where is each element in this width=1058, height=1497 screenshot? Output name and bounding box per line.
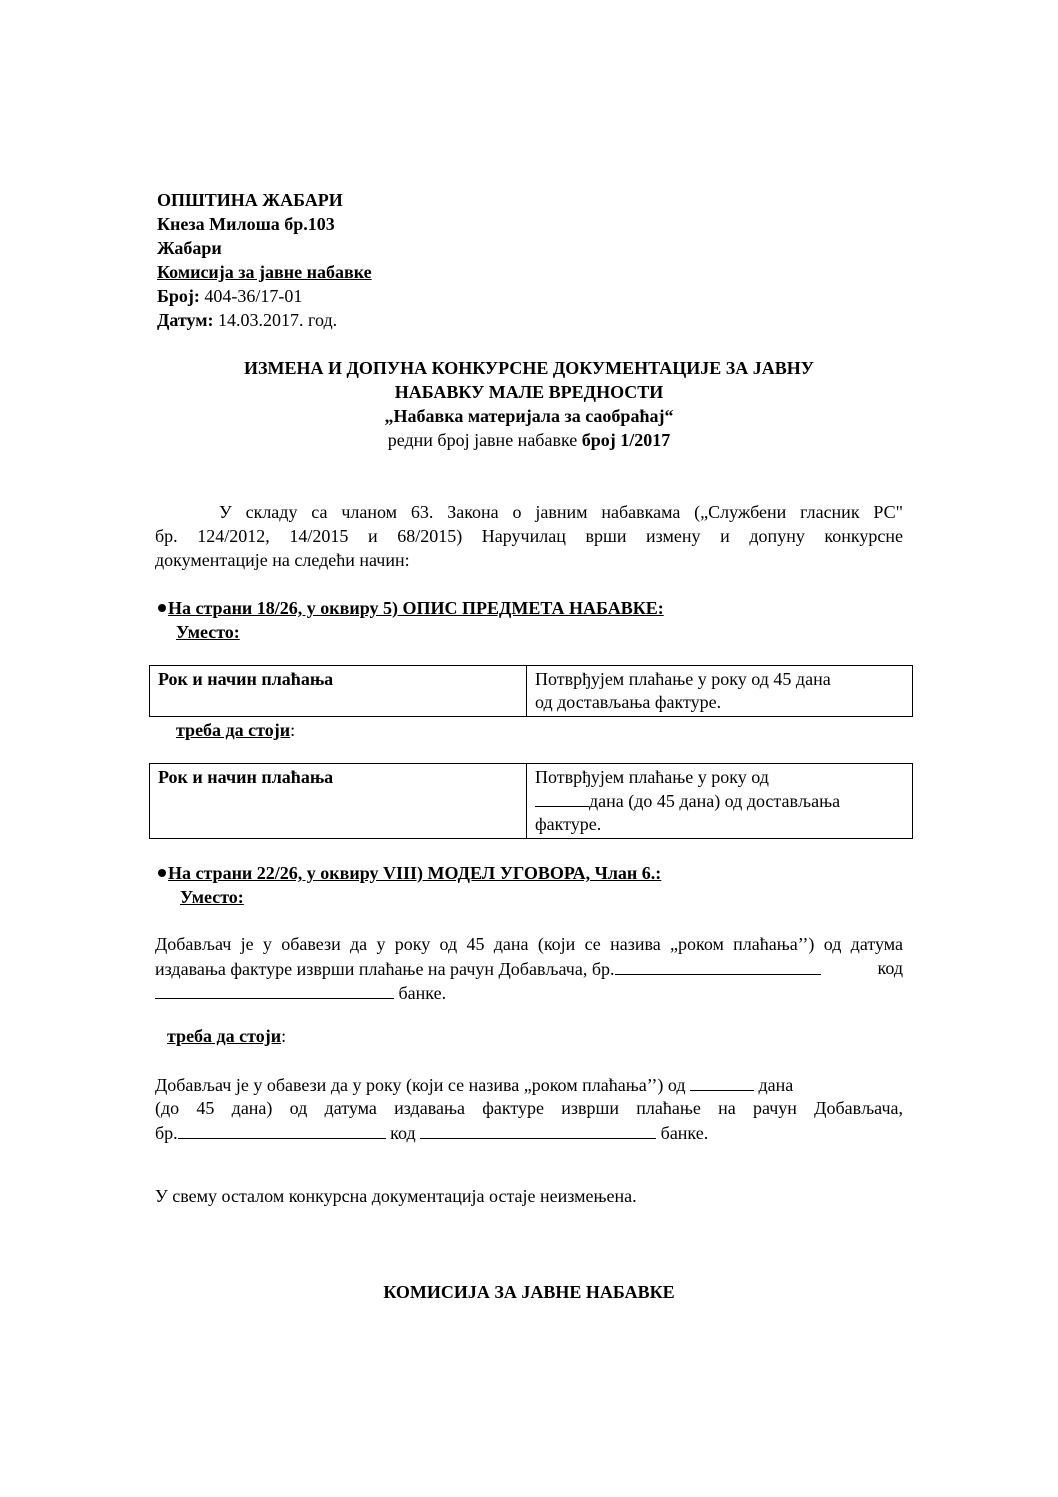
intro-line-2: бр. 124/2012, 14/2015 и 68/2015) Наручилац врши измену и допуну конкурсне: [155, 526, 903, 546]
section-2-should-label: [167, 1025, 286, 1048]
account-blank: [615, 957, 821, 975]
number-label: Број:: [157, 286, 200, 306]
old-clause-line-2: издавања фактуре изврши плаћање на рачун Добављача, бр. код: [155, 958, 903, 979]
procurement-number-prefix: редни број јавне набавке: [387, 430, 582, 450]
org-address: Кнеза Милоша бр.103: [157, 214, 335, 234]
closing-statement: У свему осталом конкурсна документација остаје неизмењена.: [155, 1186, 637, 1206]
table-old-right-cell: [527, 666, 913, 717]
new-clause-line-3: бр. код банке.: [155, 1123, 709, 1143]
table-old-right-line-2: од достављања фактуре.: [535, 692, 722, 712]
signature-commission: КОМИСИЈА ЗА ЈАВНЕ НАБАВКЕ: [383, 1282, 675, 1302]
bank-blank-1: [155, 981, 262, 999]
date-label: Датум:: [157, 310, 214, 330]
table-old-payment-terms: [149, 665, 913, 717]
table-new-payment-terms: [149, 763, 913, 839]
bank-blank-3: [420, 1121, 656, 1139]
section-2-heading: На страни 22/26, у оквиру VIII) МОДЕЛ УГОВОРА, Члан 6.:: [158, 862, 661, 885]
bank-blank-2: [262, 981, 394, 999]
table-old-right-line-1: Потврђујем плаћање у року од 45 дана: [535, 669, 831, 689]
intro-line-3: документације на следећи начин:: [155, 550, 410, 570]
table-new-right-line-2: дана (до 45 дана) од достављања: [535, 789, 904, 813]
bullet-icon: [158, 604, 166, 612]
org-name: ОПШТИНА ЖАБАРИ: [157, 190, 343, 210]
title-line-2: НАБАВКУ МАЛЕ ВРЕДНОСТИ: [394, 382, 664, 402]
document-number: [157, 285, 302, 308]
table-new-right-line-3: фактуре.: [535, 814, 602, 834]
section-2-instead-label: Уместо:: [180, 887, 244, 907]
new-clause-line-2: (до 45 дана) од датума издавања фактуре изврши плаћање на рачун Добављача,: [155, 1098, 903, 1118]
days-blank: [535, 789, 589, 807]
table-old-left-cell: Рок и начин плаћања: [150, 666, 527, 717]
section-1-heading: На страни 18/26, у оквиру 5) ОПИС ПРЕДМЕТА НАБАВКЕ:: [158, 597, 664, 620]
should-label-colon: :: [290, 720, 296, 740]
old-clause-line-1: Добављач је у обавези да у року од 45 дана (који се назива „роком плаћања’’) од датума: [155, 934, 903, 954]
document-date: [157, 309, 337, 332]
org-city: Жабари: [157, 238, 222, 258]
table-new-right-cell: [527, 764, 913, 839]
old-clause-line-3: банке.: [155, 981, 446, 1005]
table-new-left-cell: Рок и начин плаћања: [150, 764, 527, 839]
new-clause-line-1: Добављач је у обавези да у року (који се назива „роком плаћања’’) од дана: [155, 1075, 794, 1095]
bullet-icon: [158, 869, 166, 877]
title-line-4: [0, 429, 1058, 452]
title-line-3: „Набавка материјала за саобраћај“: [384, 406, 674, 426]
should-label-text: треба да стоји: [176, 720, 291, 740]
days-blank-2: [690, 1073, 754, 1091]
should-label-colon: :: [281, 1026, 287, 1046]
number-value: 404-36/17-01: [204, 286, 303, 306]
intro-line-1: У складу са чланом 63. Закона о јавним набавкама („Службени гласник РС": [219, 502, 903, 522]
procurement-number: број 1/2017: [581, 430, 671, 450]
section-1-should-label: [176, 719, 295, 742]
table-new-right-line-1: Потврђујем плаћање у року од: [535, 767, 769, 787]
date-value: 14.03.2017. год.: [218, 310, 338, 330]
should-label-text: треба да стоји: [167, 1026, 282, 1046]
account-blank-2: [178, 1121, 386, 1139]
old-clause-bank-label: код: [877, 958, 903, 978]
title-line-1: ИЗМЕНА И ДОПУНА КОНКУРСНЕ ДОКУМЕНТАЦИЈЕ ЗА ЈАВНУ: [244, 358, 814, 378]
section-1-instead-label: Уместо:: [176, 622, 240, 642]
commission-name: Комисија за јавне набавке: [157, 262, 372, 282]
